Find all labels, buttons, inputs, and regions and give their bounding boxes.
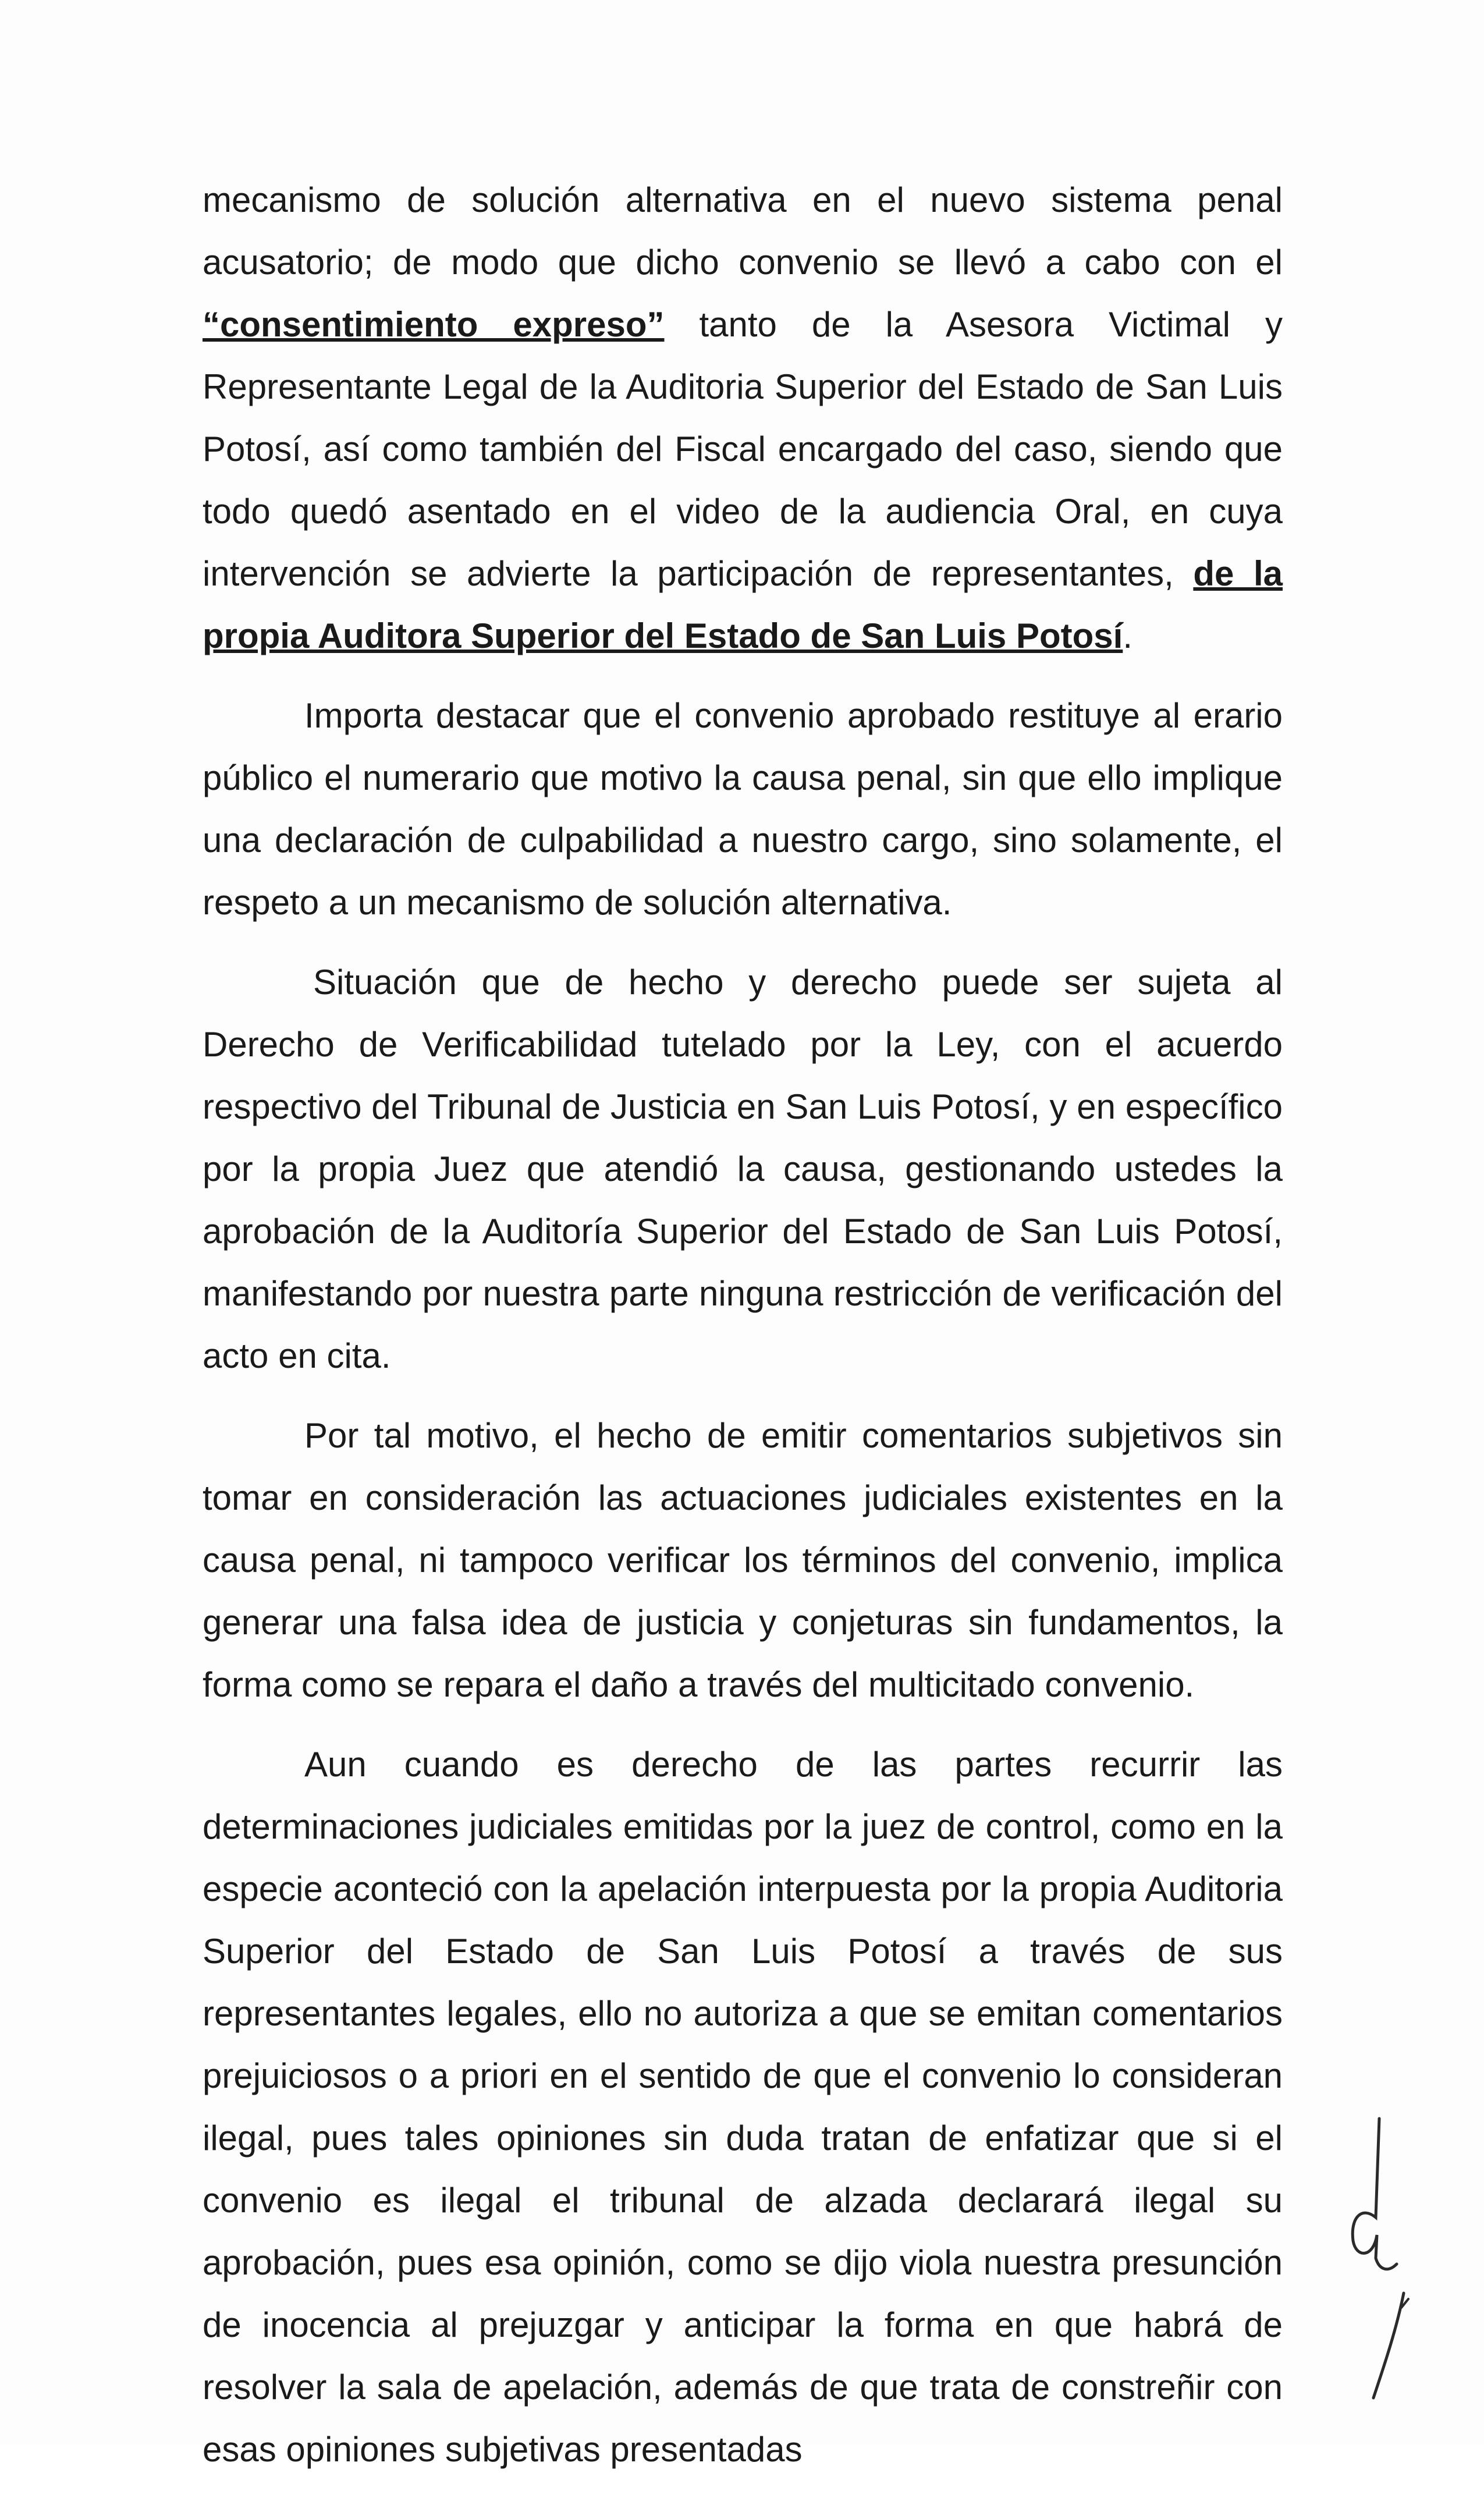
- text-run: mecanismo de solución alternativa en el nuevo sistema penal acusatorio; de modo que dicho convenio se llevó a cabo con el: [203, 180, 1283, 282]
- paragraph-1: [203, 169, 1283, 667]
- handwritten-initials-signature: [1339, 2084, 1420, 2410]
- document-body: [203, 169, 1283, 2498]
- paragraph-4: [203, 1404, 1283, 1716]
- text-run: tanto de la Asesora Victimal y Representante Legal de la Auditoria Superior del Estado de San Luis Potosí, así como también del Fiscal encargado del caso, siendo que todo quedó asentado en el video de la audiencia Oral, en cuya intervención se advierte la participación de representantes,: [203, 305, 1283, 593]
- paragraph-2: [203, 684, 1283, 934]
- emphasis-auditora-superior: de la propia Auditora Superior del Estado de San Luis Potosí: [203, 554, 1283, 655]
- paragraph-3: [203, 951, 1283, 1387]
- text-run: Situación que de hecho y derecho puede ser sujeta al Derecho de Verificabilidad tutelado por la Ley, con el acuerdo respectivo del Tribunal de Justicia en San Luis Potosí, y en específico por la propia Juez que atendió la causa, gestionando ustedes la aprobación de la Auditoría Superior del Estado de San Luis Potosí, manifestando por nuestra parte ninguna restricción de verificación del acto en cita.: [203, 963, 1283, 1375]
- emphasis-consentimiento-expreso: “consentimiento expreso”: [203, 305, 665, 344]
- paragraph-5: [203, 1733, 1283, 2481]
- text-run: Importa destacar que el convenio aprobado restituye al erario público el numerario que motivo la causa penal, sin que ello implique una declaración de culpabilidad a nuestro cargo, sino solamente, el respeto a un mecanismo de solución alternativa.: [203, 696, 1283, 922]
- text-run: Por tal motivo, el hecho de emitir comentarios subjetivos sin tomar en consideración las actuaciones judiciales existentes en la causa penal, ni tampoco verificar los términos del convenio, implica generar una falsa idea de justicia y conjeturas sin fundamentos, la forma como se repara el daño a través del multicitado convenio.: [203, 1416, 1283, 1704]
- text-run: Aun cuando es derecho de las partes recurrir las determinaciones judiciales emitidas por la juez de control, como en la especie aconteció con la apelación interpuesta por la propia Auditoria Superior del Estado de San Luis Potosí a través de sus representantes legales, ello no autoriza a que se emitan comentarios prejuiciosos o a priori en el sentido de que el convenio lo consideran ilegal, pues tales opiniones sin duda tratan de enfatizar que si el convenio es ilegal el tribunal de alzada declarará ilegal su aprobación, pues esa opinión, como se dijo viola nuestra presunción de inocencia al prejuzgar y anticipar la forma en que habrá de resolver la sala de apelación, además de que trata de constreñir con esas opiniones subjetivas presentadas: [203, 1745, 1283, 2469]
- text-run: .: [1123, 616, 1132, 655]
